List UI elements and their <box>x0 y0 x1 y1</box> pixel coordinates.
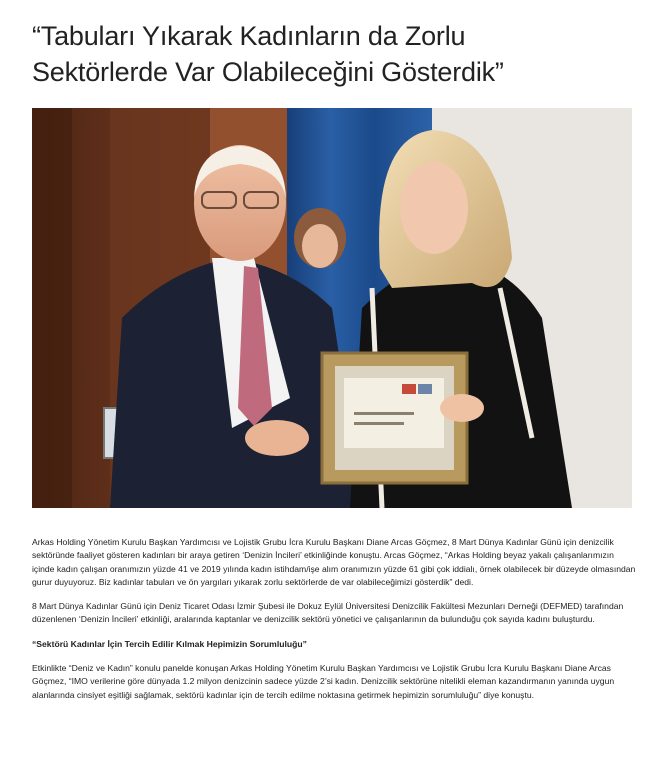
article-photo <box>32 108 632 508</box>
article-subheading: “Sektörü Kadınlar İçin Tercih Edilir Kılmak Hepimizin Sorumluluğu” <box>32 638 307 649</box>
article-paragraph-1: Arkas Holding Yönetim Kurulu Başkan Yardımcısı ve Lojistik Grubu İcra Kurulu Başkanı Diane Arcas Göçmez, 8 Mart Dünya Kadınlar Günü için denizcilik sektöründe faaliyet gösteren kadınları bir araya getiren ‘Denizin İncileri’ etkinliğinde konuştu. Arcas Göçmez, “Arkas Holding beyaz yakalı çalışanlarımızın içinde kadın çalışan oranımızın yüzde 41 ve 2019 yılında kadın istihdam/işe alım oranımızın yüzde 61 gibi çok iddialı, örnek olabilecek bir düzeyde olmasından gurur duyuyoruz. Biz kadınlar tabuları ve ön yargıları yıkarak zorlu sektörlerde de var olabileceğimizi gösterdik” dedi. <box>32 537 636 587</box>
article-body <box>32 536 638 702</box>
woman-face <box>400 162 468 254</box>
article-title <box>32 18 642 90</box>
article-title-line-2: Sektörlerde Var Olabileceğini Gösterdik” <box>32 57 504 87</box>
award-ceremony-photo <box>32 108 632 508</box>
article-paragraph-2: 8 Mart Dünya Kadınlar Günü için Deniz Ticaret Odası İzmir Şubesi ile Dokuz Eylül Üniversitesi Denizcilik Fakültesi Mezunları Derneği (DEFMED) tarafından düzenlenen ‘Denizin İncileri’ etkinliği, aralarında kaptanlar ve denizcilik sektörü yönetici ve çalışanlarının da bulunduğu çok sayıda kadını buluşturdu. <box>32 601 624 625</box>
article-paragraph-3: Etkinlikte “Deniz ve Kadın” konulu panelde konuşan Arkas Holding Yönetim Kurulu Başkan Yardımcısı ve Lojistik Grubu İcra Kurulu Başkanı Diane Arcas Göçmez, “IMO verilerine göre dünyada 1.2 milyon denizcinin sadece yüzde 2’si kadın. Denizcilik sektörüne nitelikli eleman kazandırmanın yanında uygun alanlarında cinsiyet eşitliği sağlamak, sektörü kadınlar için de tercih edilme noktasına getirmek hepimizin sorumluluğu” diye konuştu. <box>32 663 615 700</box>
article-title-line-1: “Tabuları Yıkarak Kadınların da Zorlu <box>32 21 466 51</box>
